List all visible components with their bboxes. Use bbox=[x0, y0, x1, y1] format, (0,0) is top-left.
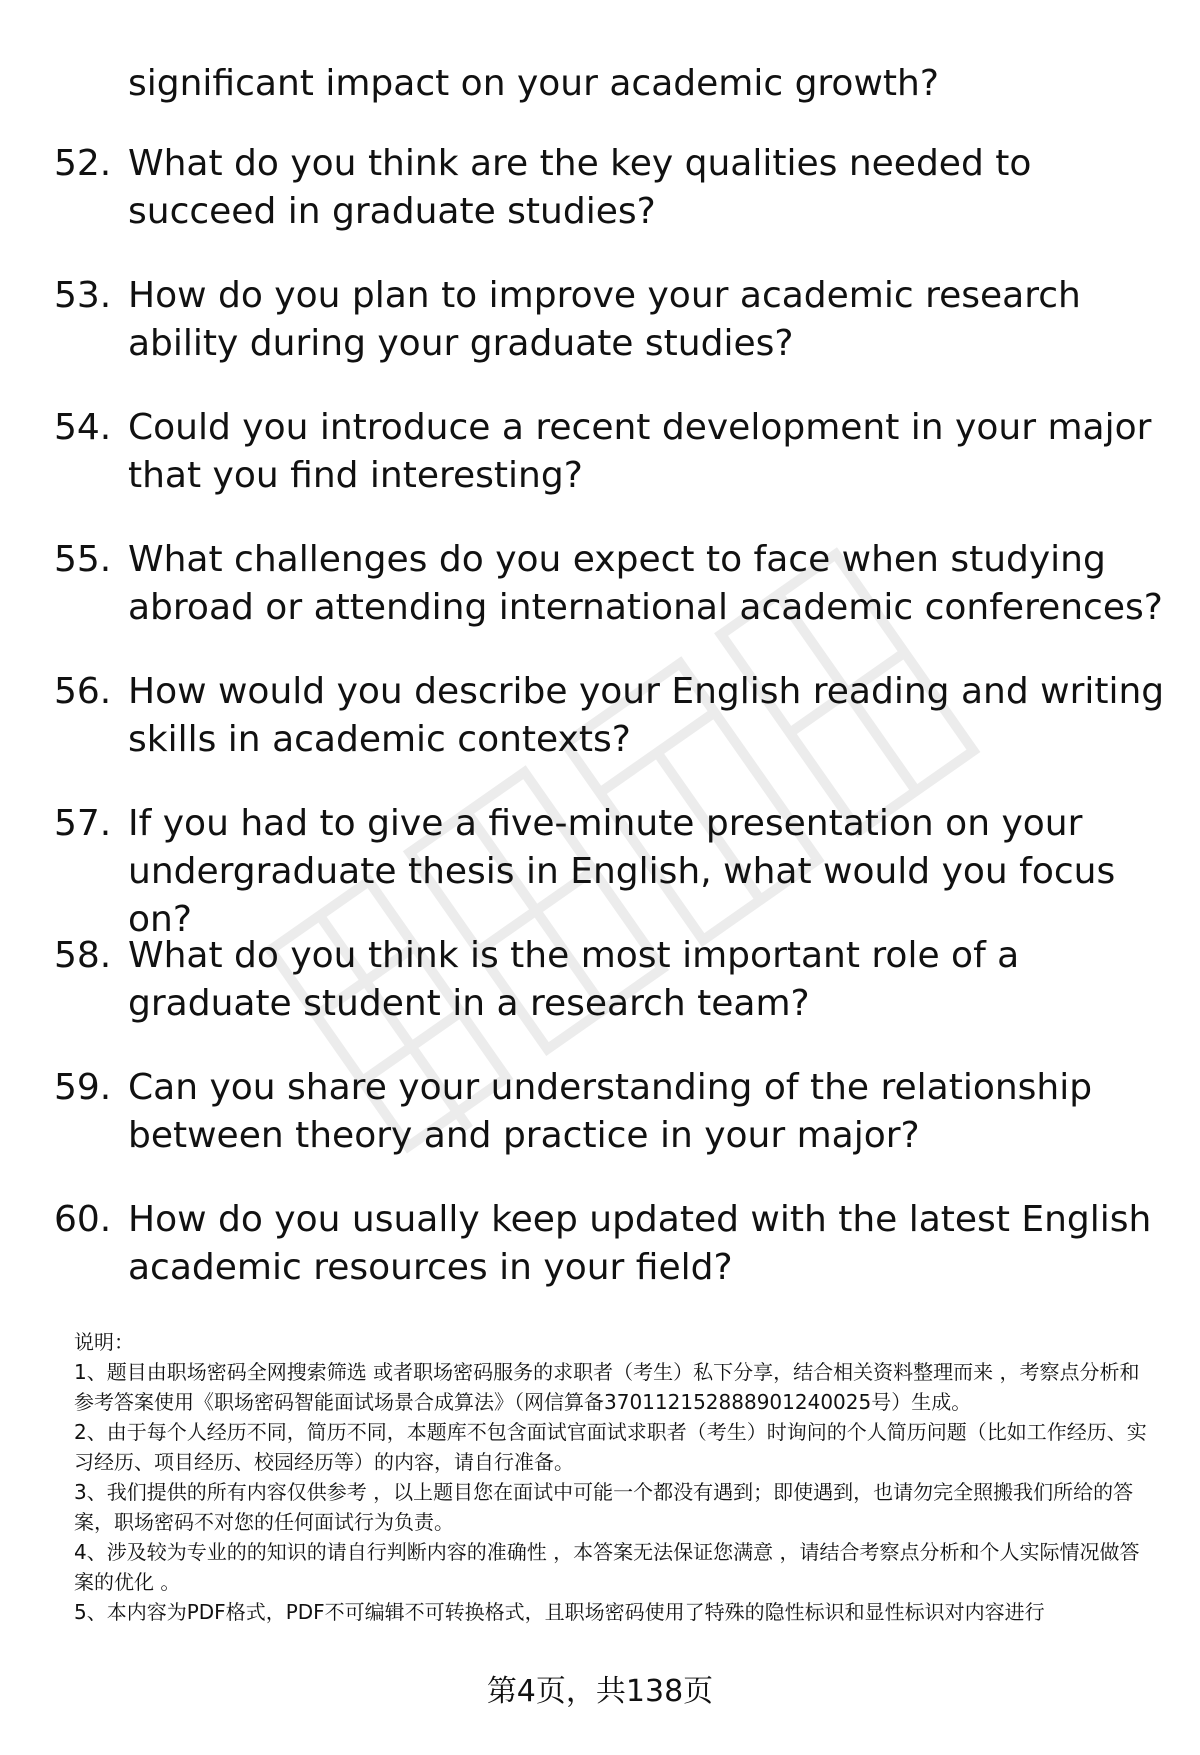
notes-section bbox=[74, 1327, 1154, 1627]
question-number: 53. bbox=[54, 275, 112, 316]
question-text: If you had to give a five-minute presentation on your undergraduate thesis in English, what would you focus on? bbox=[128, 803, 1116, 940]
note-item: 1、题目由职场密码全网搜索筛选 或者职场密码服务的求职者（考生）私下分享，结合相关资料整理而来 ，考察点分析和参考答案使用《职场密码智能面试场景合成算法》（网信算备370112152888901240025号）生成。 bbox=[74, 1360, 1140, 1414]
question-text: How do you usually keep updated with the latest English academic resources in your field? bbox=[128, 1199, 1152, 1288]
question-text: Could you introduce a recent development in your major that you find interesting? bbox=[128, 407, 1152, 496]
notes-title: 说明： bbox=[74, 1330, 134, 1354]
question-text: Can you share your understanding of the relationship between theory and practice in your major? bbox=[128, 1067, 1093, 1156]
question-item bbox=[0, 536, 1200, 668]
question-item bbox=[0, 800, 1200, 940]
question-item bbox=[0, 404, 1200, 536]
note-item: 2、由于每个人经历不同，简历不同，本题库不包含面试官面试求职者（考生）时询问的个人简历问题（比如工作经历、实习经历、项目经历、校园经历等）的内容，请自行准备。 bbox=[74, 1420, 1147, 1474]
question-item bbox=[0, 272, 1200, 404]
question-item bbox=[0, 1064, 1200, 1196]
question-item bbox=[0, 932, 1200, 1064]
question-item bbox=[0, 140, 1200, 272]
question-number: 57. bbox=[54, 803, 112, 844]
question-number: 59. bbox=[54, 1067, 112, 1108]
question-text: How do you plan to improve your academic research ability during your graduate studies? bbox=[128, 275, 1081, 364]
note-item: 5、本内容为PDF格式，PDF不可编辑不可转换格式，且职场密码使用了特殊的隐性标识和显性标识对内容进行 bbox=[74, 1600, 1045, 1624]
question-number: 55. bbox=[54, 539, 112, 580]
note-item: 4、涉及较为专业的的知识的请自行判断内容的准确性 ，本答案无法保证您满意 ，请结合考察点分析和个人实际情况做答案的优化 。 bbox=[74, 1540, 1140, 1594]
page-footer: 第4页，共138页 bbox=[486, 1674, 714, 1709]
question-item bbox=[0, 668, 1200, 800]
question-number: 52. bbox=[54, 143, 112, 184]
question-number: 54. bbox=[54, 407, 112, 448]
question-number: 56. bbox=[54, 671, 112, 712]
question-list bbox=[0, 140, 1200, 1328]
question-text: What do you think is the most important role of a graduate student in a research team? bbox=[128, 935, 1020, 1024]
question-number: 60. bbox=[54, 1199, 112, 1240]
question-text: What do you think are the key qualities needed to succeed in graduate studies? bbox=[128, 143, 1032, 232]
note-item: 3、我们提供的所有内容仅供参考 ，以上题目您在面试中可能一个都没有遇到；即使遇到，也请勿完全照搬我们所给的答案，职场密码不对您的任何面试行为负责。 bbox=[74, 1480, 1134, 1534]
question-text: How would you describe your English reading and writing skills in academic contexts? bbox=[128, 671, 1165, 760]
question-text: What challenges do you expect to face when studying abroad or attending international academic conferences? bbox=[128, 539, 1163, 628]
continuation-text: significant impact on your academic growth? bbox=[128, 63, 939, 104]
question-item bbox=[0, 1196, 1200, 1328]
question-number: 58. bbox=[54, 935, 112, 976]
